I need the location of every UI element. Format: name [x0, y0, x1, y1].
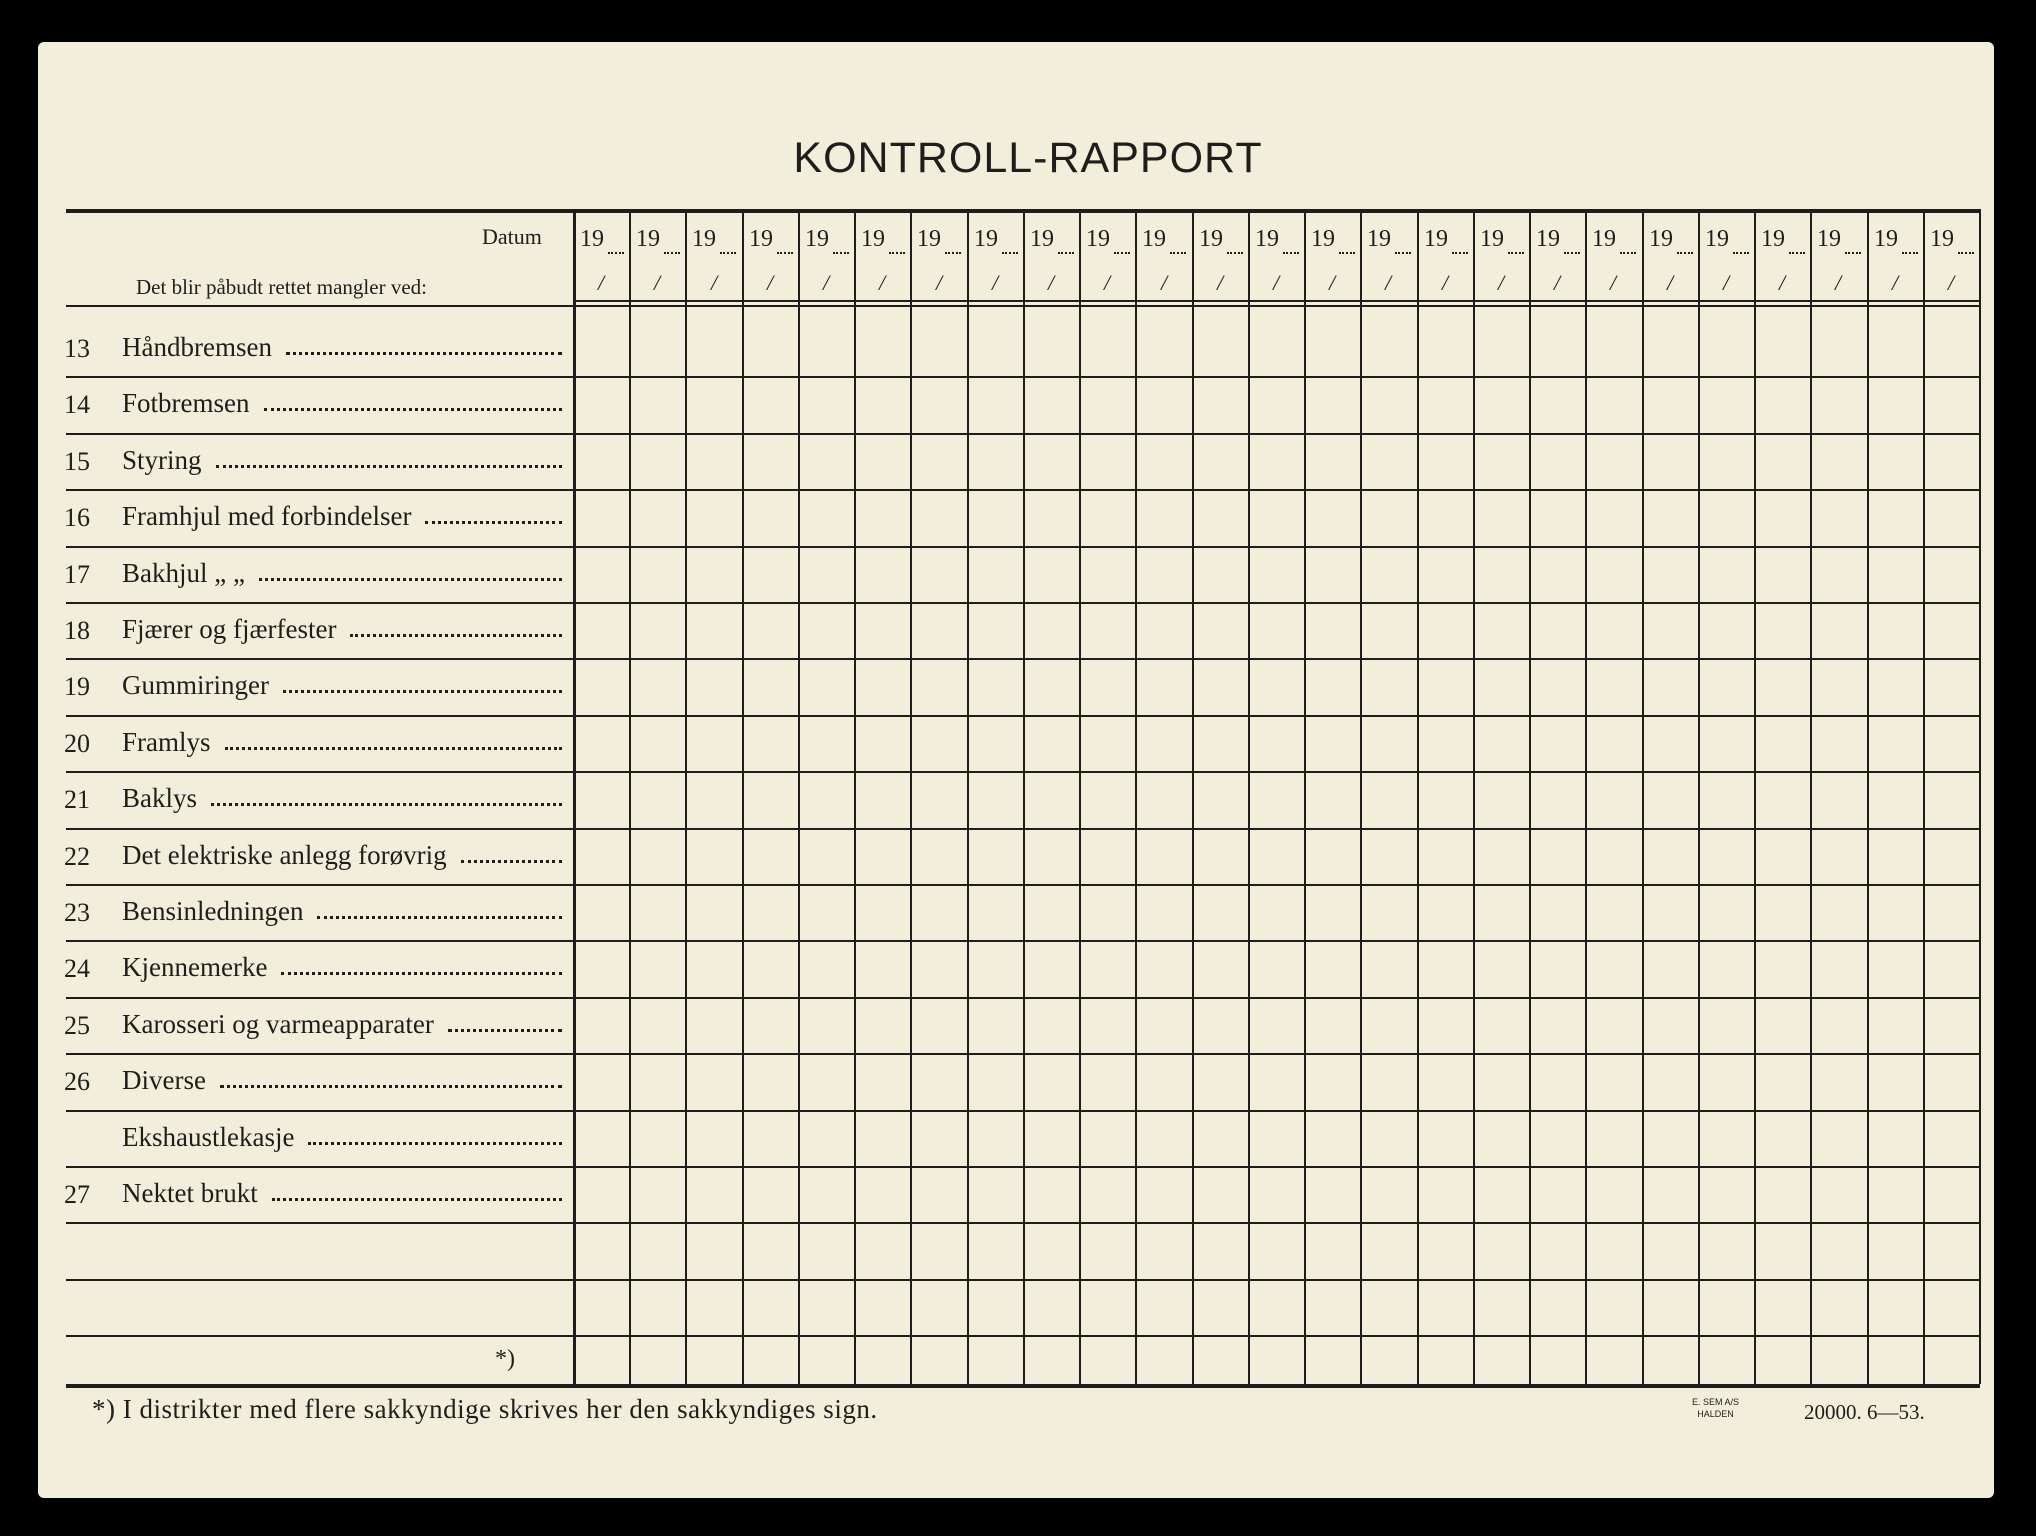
leader-dots: [283, 690, 562, 693]
leader-dots: [308, 1142, 562, 1145]
defect-label: Ekshaustlekasje: [122, 1122, 295, 1152]
defect-label: Framlys: [122, 727, 211, 757]
defect-number: 21: [64, 785, 90, 814]
defect-label: Framhjul med forbindelser: [122, 501, 412, 531]
column-line: [1023, 209, 1025, 1384]
date-fill-dots: [1114, 252, 1130, 254]
date-fill-dots: [1058, 252, 1074, 254]
defect-number: 17: [64, 560, 90, 589]
defect-label: Gummiringer: [122, 670, 269, 700]
date-fill-dots: [608, 252, 624, 254]
date-year-prefix: 19: [1930, 226, 1954, 252]
date-fill-dots: [1452, 252, 1468, 254]
date-slash: /: [879, 270, 886, 295]
date-slash: /: [1892, 270, 1899, 295]
date-year-prefix: 19: [1649, 226, 1673, 252]
datum-label: Datum: [482, 224, 542, 249]
date-fill-dots: [1283, 252, 1299, 254]
date-year-prefix: 19: [1086, 226, 1110, 252]
leader-dots: [448, 1029, 562, 1032]
date-year-prefix: 19: [1480, 226, 1504, 252]
date-slash: /: [823, 270, 830, 295]
date-fill-dots: [1902, 252, 1918, 254]
leader-dots: [281, 972, 562, 975]
defects-subheading: Det blir påbudt rettet mangler ved:: [136, 275, 427, 299]
defect-label: Diverse: [122, 1065, 206, 1095]
column-line: [798, 209, 800, 1384]
date-year-prefix: 19: [974, 226, 998, 252]
defect-number: 14: [64, 390, 90, 419]
column-line: [1754, 209, 1756, 1384]
defect-number: 19: [64, 672, 90, 701]
leader-dots: [425, 521, 562, 524]
date-slash: /: [767, 270, 774, 295]
date-year-prefix: 19: [1030, 226, 1054, 252]
defect-label: Karosseri og varmeapparater: [122, 1009, 434, 1039]
date-fill-dots: [664, 252, 680, 254]
date-year-prefix: 19: [749, 226, 773, 252]
defect-number: 26: [64, 1067, 90, 1096]
date-year-prefix: 19: [580, 226, 604, 252]
date-year-prefix: 19: [1592, 226, 1616, 252]
column-line: [1642, 209, 1644, 1384]
printer-imprint: [1692, 1396, 1739, 1420]
date-fill-dots: [720, 252, 736, 254]
date-year-prefix: 19: [1311, 226, 1335, 252]
date-slash: /: [1217, 270, 1224, 295]
date-slash: /: [1779, 270, 1786, 295]
date-slash: /: [1667, 270, 1674, 295]
date-fill-dots: [1227, 252, 1243, 254]
defect-number: 24: [64, 954, 90, 983]
date-fill-dots: [833, 252, 849, 254]
date-year-prefix: 19: [1255, 226, 1279, 252]
date-slash: /: [1329, 270, 1336, 295]
date-slash: /: [1104, 270, 1111, 295]
date-year-prefix: 19: [917, 226, 941, 252]
header-rule-2: [574, 300, 1980, 302]
date-fill-dots: [1002, 252, 1018, 254]
leader-dots: [317, 916, 562, 919]
defect-number: 18: [64, 616, 90, 645]
column-line: [1473, 209, 1475, 1384]
column-line: [1698, 209, 1700, 1384]
leader-dots: [286, 352, 562, 355]
column-line: [685, 209, 687, 1384]
date-slash: /: [936, 270, 943, 295]
defect-number: 22: [64, 842, 90, 871]
date-fill-dots: [1339, 252, 1355, 254]
date-slash: /: [1948, 270, 1955, 295]
defect-number: 25: [64, 1011, 90, 1040]
defect-number: 20: [64, 729, 90, 758]
date-fill-dots: [1395, 252, 1411, 254]
leader-dots: [225, 747, 562, 750]
defect-label: Nektet brukt: [122, 1178, 258, 1208]
date-year-prefix: 19: [692, 226, 716, 252]
leader-dots: [264, 408, 562, 411]
date-year-prefix: 19: [1761, 226, 1785, 252]
leader-dots: [350, 634, 562, 637]
defect-number: 16: [64, 503, 90, 532]
column-line: [1810, 209, 1812, 1384]
date-year-prefix: 19: [1367, 226, 1391, 252]
leader-dots: [211, 803, 562, 806]
date-fill-dots: [1170, 252, 1186, 254]
date-year-prefix: 19: [1142, 226, 1166, 252]
date-fill-dots: [1677, 252, 1693, 254]
defect-number: 23: [64, 898, 90, 927]
date-fill-dots: [1564, 252, 1580, 254]
date-year-prefix: 19: [805, 226, 829, 252]
label-column-divider: [573, 209, 576, 1384]
date-year-prefix: 19: [1199, 226, 1223, 252]
column-line: [1585, 209, 1587, 1384]
column-line: [1192, 209, 1194, 1384]
date-fill-dots: [777, 252, 793, 254]
defect-number: 15: [64, 447, 90, 476]
date-fill-dots: [1789, 252, 1805, 254]
date-slash: /: [1161, 270, 1168, 295]
date-slash: /: [1554, 270, 1561, 295]
date-year-prefix: 19: [1705, 226, 1729, 252]
column-line: [1248, 209, 1250, 1384]
date-slash: /: [1835, 270, 1842, 295]
defect-label: Det elektriske anlegg forøvrig: [122, 840, 447, 870]
column-line: [1360, 209, 1362, 1384]
defect-label: Styring: [122, 445, 202, 475]
signature-marker: *): [495, 1346, 515, 1372]
column-line: [1304, 209, 1306, 1384]
date-slash: /: [1442, 270, 1449, 295]
date-slash: /: [654, 270, 661, 295]
defect-number: 13: [64, 334, 90, 363]
defect-label: Baklys: [122, 783, 198, 813]
defect-number: 27: [64, 1180, 90, 1209]
column-line: [910, 209, 912, 1384]
date-fill-dots: [1845, 252, 1861, 254]
column-line: [1979, 209, 1981, 1384]
leader-dots: [259, 578, 562, 581]
column-line: [1867, 209, 1869, 1384]
date-slash: /: [1385, 270, 1392, 295]
footnote: *) I distrikter med flere sakkyndige skrives her den sakkyndiges sign.: [92, 1394, 878, 1424]
print-code: 20000. 6—53.: [1804, 1400, 1925, 1424]
defect-label: Kjennemerke: [122, 952, 268, 982]
date-year-prefix: 19: [1874, 226, 1898, 252]
date-fill-dots: [1508, 252, 1524, 254]
column-line: [742, 209, 744, 1384]
date-slash: /: [598, 270, 605, 295]
date-year-prefix: 19: [636, 226, 660, 252]
date-year-prefix: 19: [1817, 226, 1841, 252]
defect-label: Bakhjul „ „: [122, 558, 245, 588]
column-line: [1079, 209, 1081, 1384]
column-line: [629, 209, 631, 1384]
date-slash: /: [1048, 270, 1055, 295]
leader-dots: [220, 1085, 562, 1088]
leader-dots: [216, 465, 562, 468]
date-fill-dots: [1620, 252, 1636, 254]
date-fill-dots: [1733, 252, 1749, 254]
defect-label: Fjærer og fjærfester: [122, 614, 337, 644]
date-slash: /: [992, 270, 999, 295]
date-year-prefix: 19: [1424, 226, 1448, 252]
printer-name: E. SEM A/S: [1692, 1397, 1740, 1407]
column-line: [1135, 209, 1137, 1384]
defect-label: Fotbremsen: [122, 388, 250, 418]
date-year-prefix: 19: [1536, 226, 1560, 252]
printer-city: HALDEN: [1697, 1409, 1734, 1419]
date-slash: /: [1498, 270, 1505, 295]
bottom-rule: [66, 1384, 1980, 1388]
leader-dots: [272, 1198, 562, 1201]
column-line: [1529, 209, 1531, 1384]
column-line: [854, 209, 856, 1384]
date-slash: /: [1273, 270, 1280, 295]
date-slash: /: [711, 270, 718, 295]
defect-label: Bensinledningen: [122, 896, 304, 926]
date-fill-dots: [1958, 252, 1974, 254]
column-line: [967, 209, 969, 1384]
column-line: [1417, 209, 1419, 1384]
date-fill-dots: [889, 252, 905, 254]
defect-label: Håndbremsen: [122, 332, 272, 362]
date-slash: /: [1723, 270, 1730, 295]
date-year-prefix: 19: [861, 226, 885, 252]
column-line: [1923, 209, 1925, 1384]
date-fill-dots: [945, 252, 961, 254]
form-title: KONTROLL-RAPPORT: [793, 134, 1263, 182]
date-slash: /: [1610, 270, 1617, 295]
leader-dots: [461, 860, 562, 863]
